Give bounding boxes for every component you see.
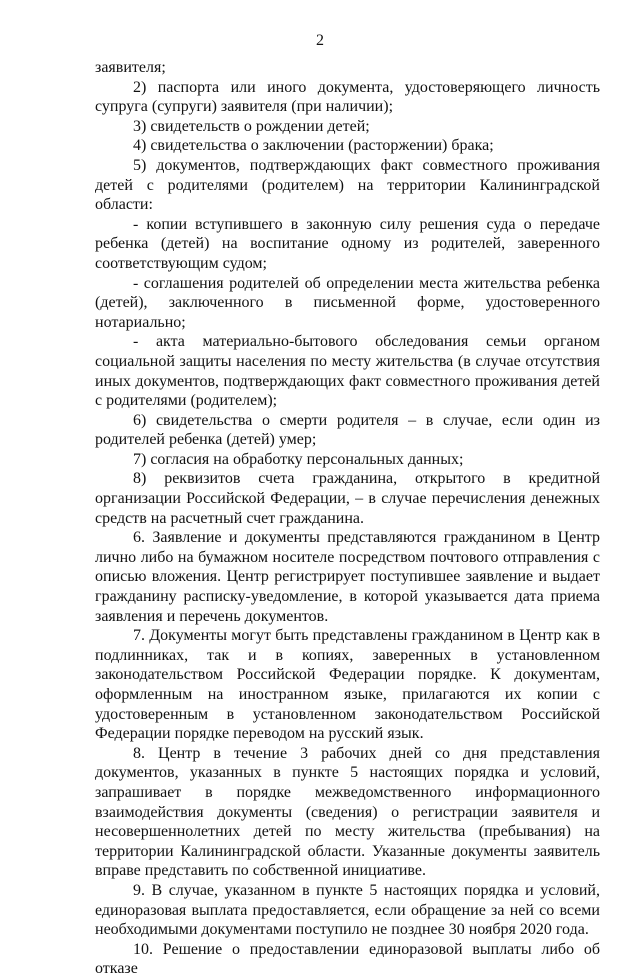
list-item-death-certificate: 6) свидетельства о смерти родителя – в случае, если один из родителей ребенка (детей) умер; xyxy=(95,411,600,449)
clause-9: 9. В случае, указанном в пункте 5 настоящих порядка и условий, единоразовая выплата предоставляется, если обращение за ней со всеми необходимыми документами поступило не позднее 30 ноября 2020 года. xyxy=(95,881,600,939)
clause-8: 8. Центр в течение 3 рабочих дней со дня представления документов, указанных в пункте 5 настоящих порядка и условий, запрашивает в порядке межведомственного информационного взаимодействия документы (сведения) о регистрации заявителя и несовершеннолетних детей по месту жительства (пребывания) на территории Калининградской области. Указанные документы заявитель вправе представить по собственной инициативе. xyxy=(95,744,600,880)
list-item-passport: 2) паспорта или иного документа, удостоверяющего личность супруга (супруги) заявителя (при наличии); xyxy=(95,78,600,116)
page-number: 2 xyxy=(316,32,324,49)
sublist-item-parents-agreement: - соглашения родителей об определении места жительства ребенка (детей), заключенного в письменной форме, удостоверенного нотариально; xyxy=(95,274,600,331)
sublist-item-inspection-act: - акта материально-бытового обследования семьи органом социальной защиты населения по месту жительства (в случае отсутствия иных документов, подтверждающих факт совместного проживания детей с родителями (родителем); xyxy=(95,333,600,410)
list-item-birth-certificates: 3) свидетельств о рождении детей; xyxy=(133,117,370,135)
document-body xyxy=(95,58,600,979)
list-item-consent: 7) согласия на обработку персональных данных; xyxy=(133,450,464,468)
list-item-cohabitation-documents: 5) документов, подтверждающих факт совместного проживания детей с родителями (родителем) на территории Калининградской области: xyxy=(95,156,600,214)
list-item-bank-details: 8) реквизитов счета гражданина, открытого в кредитной организации Российской Федерации, – в случае перечисления денежных средств на расчетный счет гражданина. xyxy=(95,470,600,527)
paragraph-continuation: заявителя; xyxy=(95,59,166,76)
clause-7: 7. Документы могут быть представлены гражданином в Центр как в подлинниках, так и в копиях, заверенных в установленном законодательством Российской Федерации порядке. К документам, оформленным на иностранном языке, прилагаются их копии с удостоверенным в установленном законодательством Российской Федерации порядке переводом на русский язык. xyxy=(95,627,600,743)
clause-6: 6. Заявление и документы представляются гражданином в Центр лично либо на бумажном носителе посредством почтового отправления с описью вложения. Центр регистрирует поступившее заявление и выдает гражданину расписку-уведомление, в которой указывается дата приема заявления и перечень документов. xyxy=(95,529,600,625)
clause-10: 10. Решение о предоставлении единоразовой выплаты либо об отказе xyxy=(95,940,600,978)
sublist-item-court-decision: - копии вступившего в законную силу решения суда о передаче ребенка (детей) на воспитание одному из родителей, заверенного соответствующим судом; xyxy=(95,215,600,272)
list-item-marriage-certificate: 4) свидетельства о заключении (расторжении) брака; xyxy=(133,137,494,155)
